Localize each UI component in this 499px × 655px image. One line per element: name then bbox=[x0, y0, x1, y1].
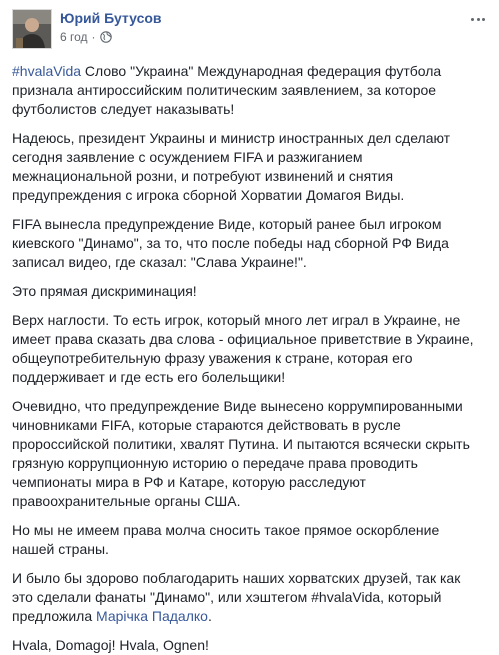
post-body bbox=[12, 62, 487, 655]
paragraph-1: #hvalaVida Слово "Украина" Международная федерация футбола признала антироссийским политическим заявлением, за которое футболистов следует наказывать! bbox=[12, 63, 442, 117]
hashtag-link[interactable]: #hvalaVida bbox=[12, 63, 82, 79]
post-meta bbox=[60, 8, 162, 45]
paragraph-8: И было бы здорово поблагодарить наших хорватских друзей, так как это сделали фанаты "Динамо", или хэштегом #hvalaVida, который предложила Марічка Падалко. bbox=[12, 570, 461, 624]
more-options-icon[interactable] bbox=[471, 12, 485, 26]
avatar[interactable] bbox=[12, 9, 52, 49]
post-header bbox=[12, 8, 487, 56]
separator-dot: · bbox=[91, 30, 96, 44]
paragraph-3: FIFA вынесла предупреждение Виде, который ранее был игроком киевского "Динамо", за то, что после победы над сборной РФ Вида записал видео, где сказал: "Слава Украине!". bbox=[12, 216, 449, 270]
paragraph-2: Надеюсь, президент Украины и министр иностранных дел сделают сегодня заявление с осуждением FIFA и разжиганием межнациональной розни, и потребуют извинений и снятия предупреждения с игрока сборной Хорватии Домагоя Виды. bbox=[12, 130, 451, 203]
author-name[interactable]: Юрий Бутусов bbox=[60, 10, 162, 26]
paragraph-4: Это прямая дискриминация! bbox=[12, 283, 197, 299]
timestamp-row bbox=[60, 29, 162, 45]
post-time[interactable]: 6 год bbox=[60, 30, 88, 44]
paragraph-7: Но мы не имеем права молча сносить такое прямое оскорбление нашей страны. bbox=[12, 522, 440, 557]
mention-link[interactable]: Марічка Падалко bbox=[96, 608, 208, 624]
globe-icon[interactable] bbox=[100, 31, 112, 43]
paragraph-6: Очевидно, что предупреждение Виде вынесено коррумпированными чиновниками FIFA, которые стараются действовать в русле пророссийской политики, хвалят Путина. И пытаются всячески скрыть грязную коррупционную историю о передаче права проводить чемпионаты мира в РФ и Катаре, которую расследуют правоохранительные органы США. bbox=[12, 398, 470, 509]
paragraph-5: Верх наглости. То есть игрок, который много лет играл в Украине, не имеет права сказать два слова - официальное приветствие в Украине, общеупотребительную фразу уважения к стране, которая его поддерживает и где есть его болельщики! bbox=[12, 312, 474, 385]
paragraph-9: Hvala, Domagoj! Hvala, Ognen! bbox=[12, 637, 209, 653]
